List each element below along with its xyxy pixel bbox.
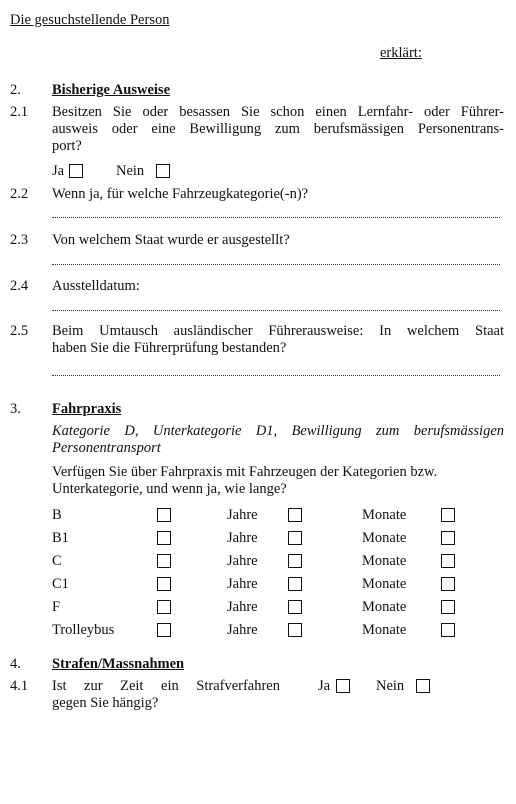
practice-months-label: Monate [362, 530, 407, 546]
section-3-subtitle-line2: Personentransport [52, 440, 161, 456]
q4-1-number: 4.1 [10, 678, 29, 694]
section-3-intro-line2: Unterkategorie, und wenn ja, wie lange? [52, 481, 287, 497]
q2-4-text: Ausstelldatum: [52, 278, 140, 294]
q2-2-number: 2.2 [10, 186, 29, 202]
practice-months-checkbox[interactable] [441, 600, 455, 614]
q2-5-line1: Beim Umtausch ausländischer Führerausweise: In welchem Staat [52, 323, 504, 339]
practice-months-label: Monate [362, 553, 407, 569]
practice-years-checkbox[interactable] [288, 577, 302, 591]
practice-category-checkbox[interactable] [157, 508, 171, 522]
q2-5-answer-line[interactable] [52, 375, 500, 376]
practice-years-checkbox[interactable] [288, 600, 302, 614]
q2-2-text: Wenn ja, für welche Fahrzeugkategorie(-n)? [52, 186, 309, 202]
section-2-number: 2. [10, 82, 21, 98]
q2-1-yes-label: Ja [52, 163, 65, 179]
section-2-title: Bisherige Ausweise [52, 82, 171, 98]
practice-months-checkbox[interactable] [441, 623, 455, 637]
q2-1-no-checkbox[interactable] [156, 164, 170, 178]
practice-years-label: Jahre [227, 553, 258, 569]
q2-3-text: Von welchem Staat wurde er ausgestellt? [52, 232, 290, 248]
practice-years-label: Jahre [227, 622, 258, 638]
practice-months-label: Monate [362, 599, 407, 615]
q2-1-line2: ausweis oder eine Bewilligung zum berufsmässigen Personentrans- [52, 121, 504, 137]
practice-years-label: Jahre [227, 507, 258, 523]
section-3-intro-line1: Verfügen Sie über Fahrpraxis mit Fahrzeugen der Kategorien bzw. [52, 464, 438, 480]
practice-category-checkbox[interactable] [157, 600, 171, 614]
practice-category-label: B [52, 507, 62, 523]
practice-years-checkbox[interactable] [288, 623, 302, 637]
practice-months-label: Monate [362, 622, 407, 638]
q2-5-line2: haben Sie die Führerprüfung bestanden? [52, 340, 287, 356]
practice-category-label: F [52, 599, 61, 615]
practice-category-checkbox[interactable] [157, 531, 171, 545]
q4-1-no-checkbox[interactable] [416, 679, 430, 693]
section-3-number: 3. [10, 401, 21, 417]
section-4-title: Strafen/Massnahmen [52, 656, 185, 672]
declares-label: erklärt: [380, 45, 422, 61]
practice-category-label: C [52, 553, 62, 569]
practice-months-label: Monate [362, 507, 407, 523]
section-4-number: 4. [10, 656, 21, 672]
practice-months-checkbox[interactable] [441, 577, 455, 591]
practice-category-checkbox[interactable] [157, 577, 171, 591]
q2-1-yes-checkbox[interactable] [69, 164, 83, 178]
q4-1-yes-label: Ja [318, 678, 331, 694]
practice-years-checkbox[interactable] [288, 531, 302, 545]
practice-category-checkbox[interactable] [157, 623, 171, 637]
q2-2-answer-line[interactable] [52, 217, 500, 218]
q4-1-no-label: Nein [376, 678, 405, 694]
practice-months-checkbox[interactable] [441, 508, 455, 522]
practice-years-checkbox[interactable] [288, 554, 302, 568]
practice-months-label: Monate [362, 576, 407, 592]
practice-months-checkbox[interactable] [441, 554, 455, 568]
q4-1-yes-checkbox[interactable] [336, 679, 350, 693]
practice-years-label: Jahre [227, 530, 258, 546]
practice-category-label: B1 [52, 530, 69, 546]
q2-4-number: 2.4 [10, 278, 29, 294]
applicant-heading: Die gesuchstellende Person [10, 12, 170, 28]
practice-months-checkbox[interactable] [441, 531, 455, 545]
practice-years-label: Jahre [227, 599, 258, 615]
q2-1-line3: port? [52, 138, 82, 154]
q2-3-number: 2.3 [10, 232, 29, 248]
practice-category-checkbox[interactable] [157, 554, 171, 568]
q2-1-line1: Besitzen Sie oder besassen Sie schon einen Lernfahr- oder Führer- [52, 104, 504, 120]
practice-years-label: Jahre [227, 576, 258, 592]
q2-1-number: 2.1 [10, 104, 29, 120]
q2-3-answer-line[interactable] [52, 264, 500, 265]
q2-5-number: 2.5 [10, 323, 29, 339]
section-3-title: Fahrpraxis [52, 401, 122, 417]
practice-category-label: Trolleybus [52, 622, 115, 638]
practice-category-label: C1 [52, 576, 69, 592]
section-3-subtitle-line1: Kategorie D, Unterkategorie D1, Bewilligung zum berufsmässigen [52, 423, 504, 439]
q2-4-answer-line[interactable] [52, 310, 500, 311]
q4-1-line2: gegen Sie hängig? [52, 695, 159, 711]
practice-years-checkbox[interactable] [288, 508, 302, 522]
q2-1-no-label: Nein [116, 163, 145, 179]
q4-1-line1: Ist zur Zeit ein Strafverfahren [52, 678, 280, 694]
